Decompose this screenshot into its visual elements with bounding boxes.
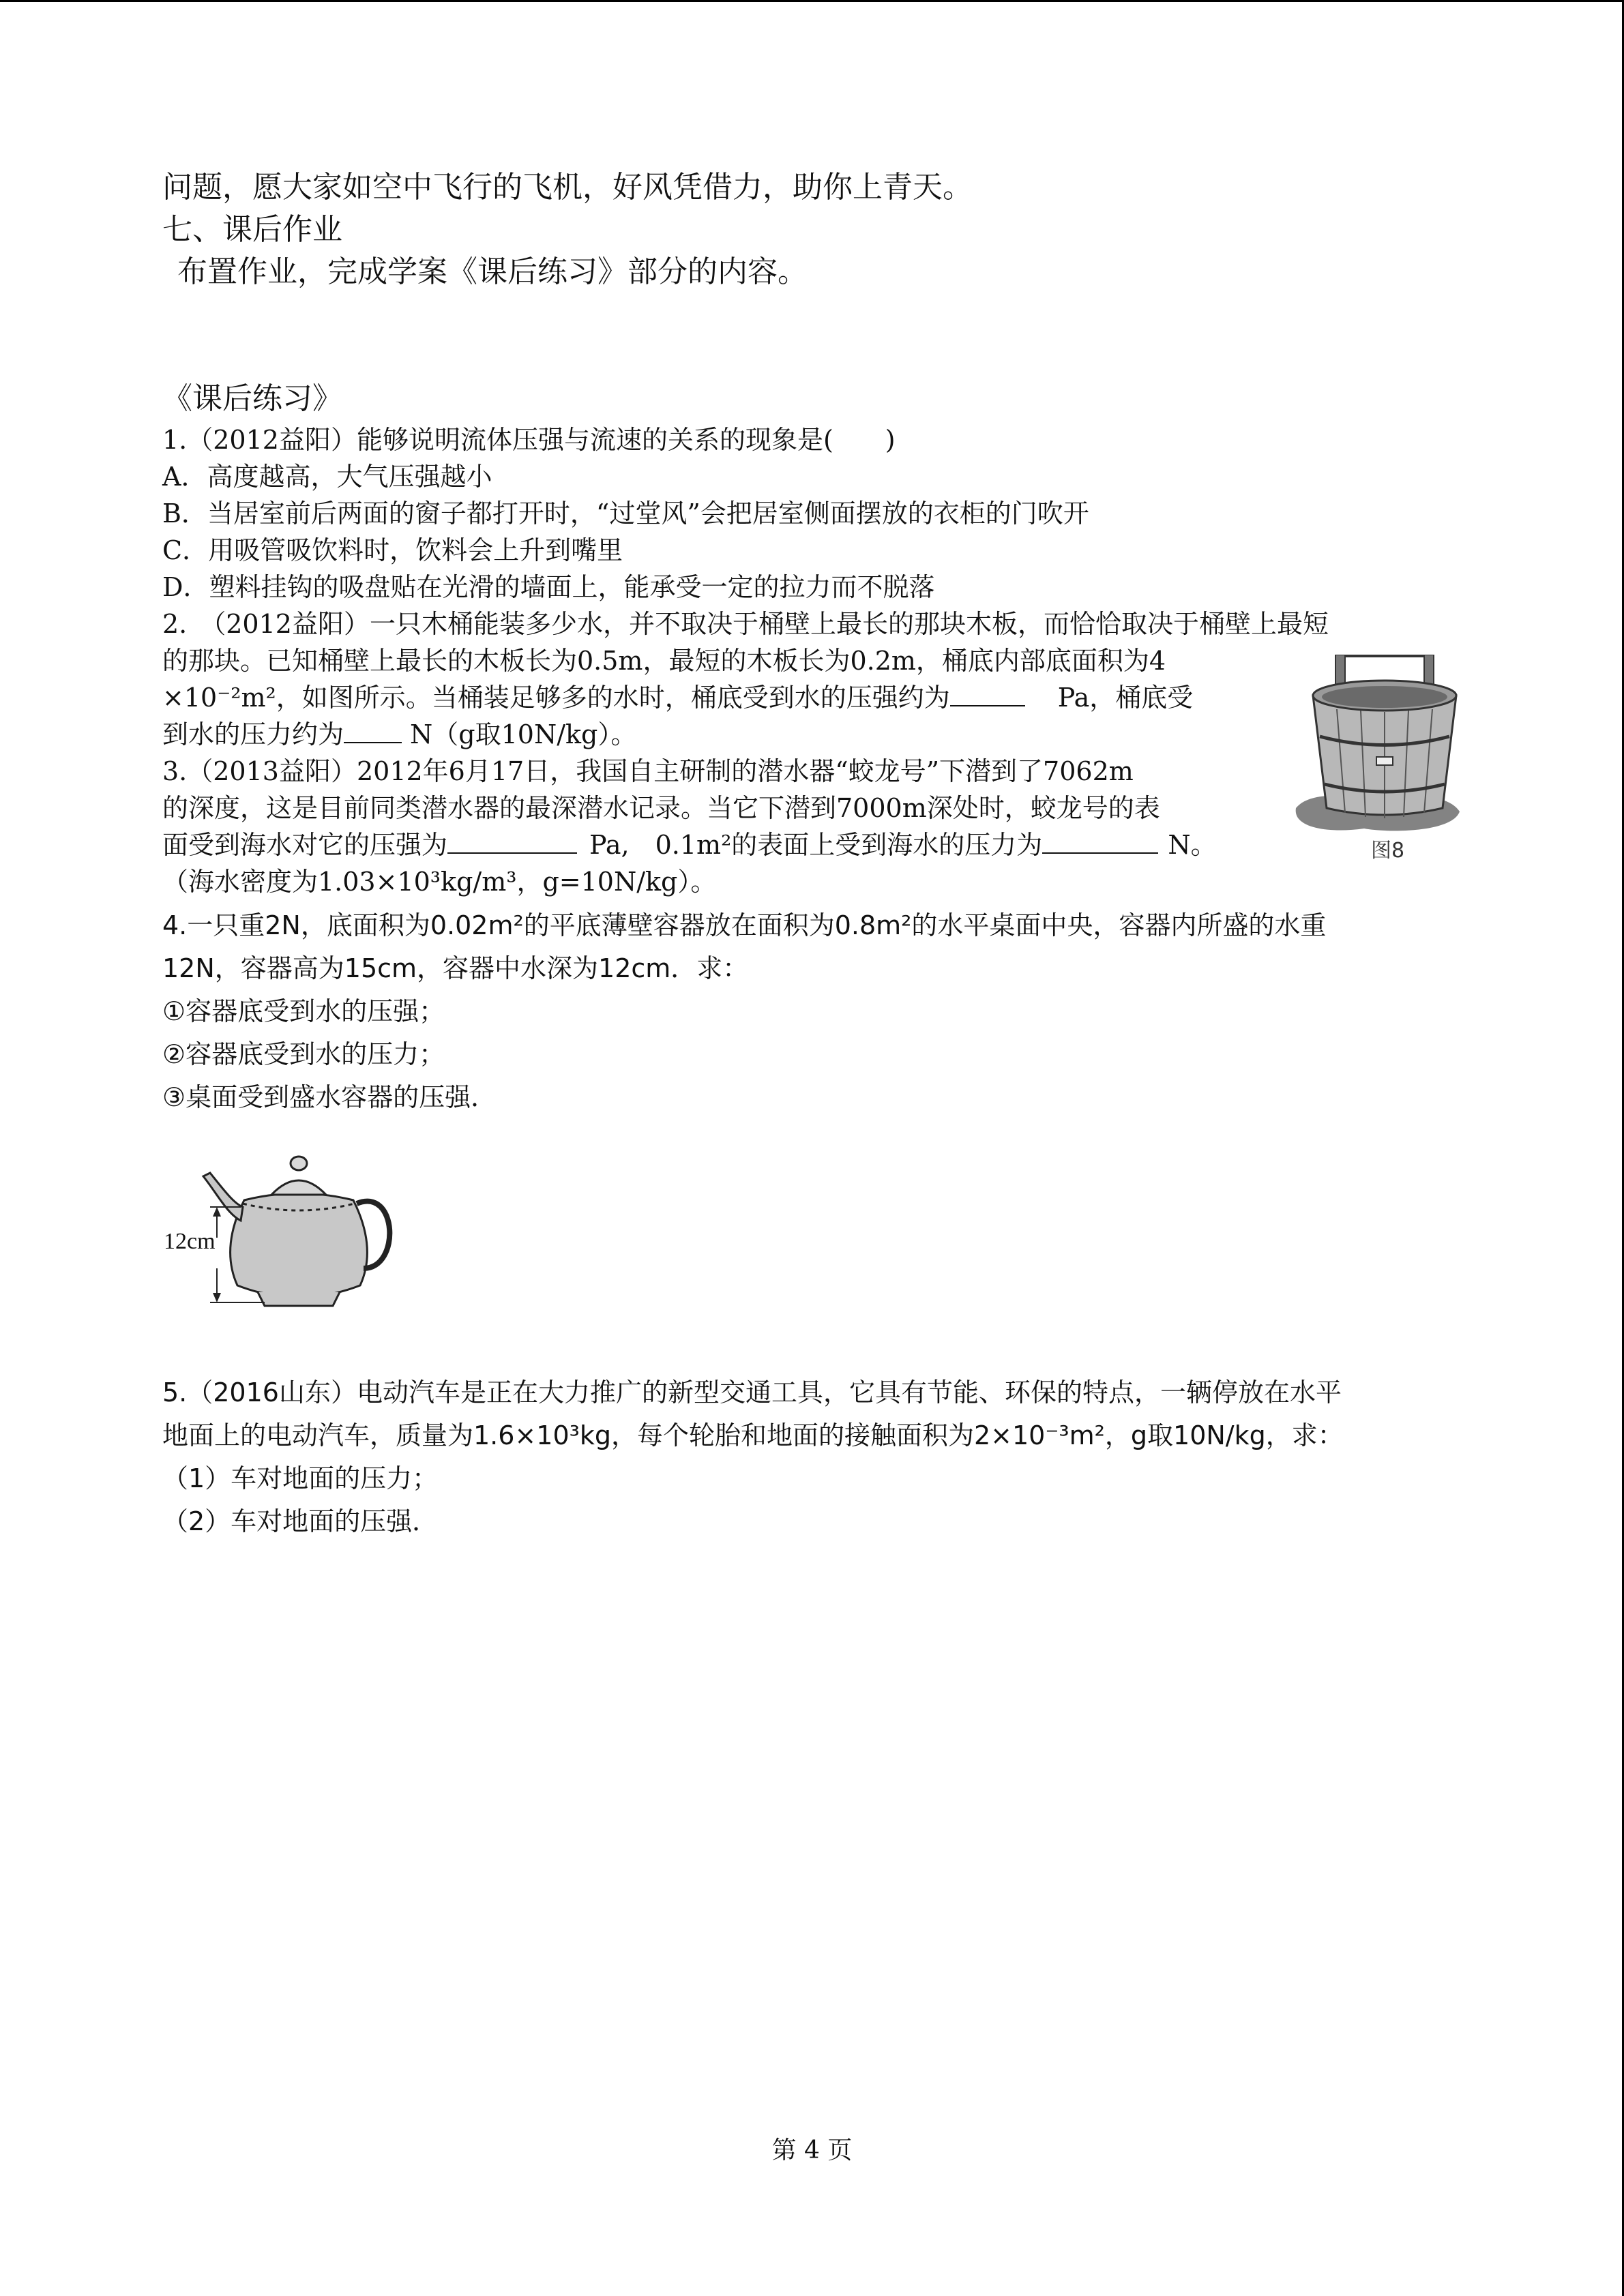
q4-sub-3: ③桌面受到盛水容器的压强． xyxy=(162,1082,497,1112)
q3-line-2: 的深度，这是目前同类潜水器的最深潜水记录。当它下潜到7000m深处时，蛟龙号的表 xyxy=(162,793,1160,823)
exercises-title: 《课后练习》 xyxy=(162,381,342,416)
q2-line-4-text: 到水的压力约为 xyxy=(162,719,344,749)
q2-line-2: 的那块。已知桶壁上最长的木板长为0.5m，最短的木板长为0.2m，桶底内部底面积为4 xyxy=(162,646,1166,676)
q3-line-3-mid: Pa, 0.1m²的表面上受到海水的压力为 xyxy=(589,830,1043,860)
q3-force-blank[interactable] xyxy=(1042,829,1158,854)
intro-line: 问题，愿大家如空中飞行的飞机，好风凭借力，助你上青天。 xyxy=(162,170,973,205)
q1-option-c: C．用吸管吸饮料时，饮料会上升到嘴里 xyxy=(162,535,623,565)
q2-line-4 xyxy=(162,716,636,753)
q3-line-3-text: 面受到海水对它的压强为 xyxy=(162,830,448,860)
q4-line-2: 12N，容器高为15cm，容器中水深为12cm．求： xyxy=(162,953,749,983)
q3-line-4: （海水密度为1.03×10³kg/m³，g=10N/kg）。 xyxy=(162,867,717,897)
q1-option-b: B．当居室前后两面的窗子都打开时，“过堂风”会把居室侧面摆放的衣柜的门吹开 xyxy=(162,498,1089,528)
q4-sub-1: ①容器底受到水的压强； xyxy=(162,996,445,1026)
page-number: 第 4 页 xyxy=(771,2136,853,2164)
q5-sub-2: （2）车对地面的压强． xyxy=(162,1506,439,1536)
q4-sub-2: ②容器底受到水的压力； xyxy=(162,1039,445,1069)
q2-line-3 xyxy=(162,679,1193,716)
q3-line-3-unit: N。 xyxy=(1168,830,1217,860)
q2-line-3-unit: Pa，桶底受 xyxy=(1057,683,1194,713)
q1-option-d: D．塑料挂钩的吸盘贴在光滑的墙面上，能承受一定的拉力而不脱落 xyxy=(162,572,935,602)
q1-stem: 1.（2012益阳）能够说明流体压强与流速的关系的现象是( ) xyxy=(162,425,896,455)
page-border-top xyxy=(0,0,1624,2)
q4-line-1: 4.一只重2N，底面积为0.02m²的平底薄壁容器放在面积为0.8m²的水平桌面中央，容器内所盛的水重 xyxy=(162,910,1327,940)
q2-line-4-unit: N（g取10N/kg）。 xyxy=(410,719,637,749)
q2-line-3-text: ×10⁻²m²，如图所示。当桶装足够多的水时，桶底受到水的压强约为 xyxy=(162,683,950,713)
q3-line-1: 3.（2013益阳）2012年6月17日，我国自主研制的潜水器“蛟龙号”下潜到了7062m xyxy=(162,756,1134,786)
q3-pressure-blank[interactable] xyxy=(447,829,577,854)
assignment-text: 布置作业，完成学案《课后练习》部分的内容。 xyxy=(177,254,808,289)
q2-line-1: 2. （2012益阳）一只木桶能装多少水，并不取决于桶壁上最长的那块木板，而恰恰取决于桶壁上最短 xyxy=(162,609,1329,639)
q5-sub-1: （1）车对地面的压力； xyxy=(162,1463,439,1493)
q5-line-1: 5.（2016山东）电动汽车是正在大力推广的新型交通工具，它具有节能、环保的特点，一辆停放在水平 xyxy=(162,1377,1342,1407)
q3-line-3 xyxy=(162,826,1217,863)
q5-line-2: 地面上的电动汽车，质量为1.6×10³kg，每个轮胎和地面的接触面积为2×10⁻³m²，g取10N/kg，求： xyxy=(162,1420,1344,1450)
q1-option-a: A．高度越高，大气压强越小 xyxy=(162,462,492,492)
bucket-figure xyxy=(1289,655,1466,842)
q2-pressure-blank[interactable] xyxy=(950,682,1025,706)
teapot-figure xyxy=(162,1139,422,1313)
fig8-caption: 图8 xyxy=(1371,839,1405,863)
teapot-height-label: 12cm xyxy=(164,1229,216,1254)
q2-force-blank[interactable] xyxy=(344,719,402,743)
section-heading: 七、课后作业 xyxy=(162,212,342,247)
